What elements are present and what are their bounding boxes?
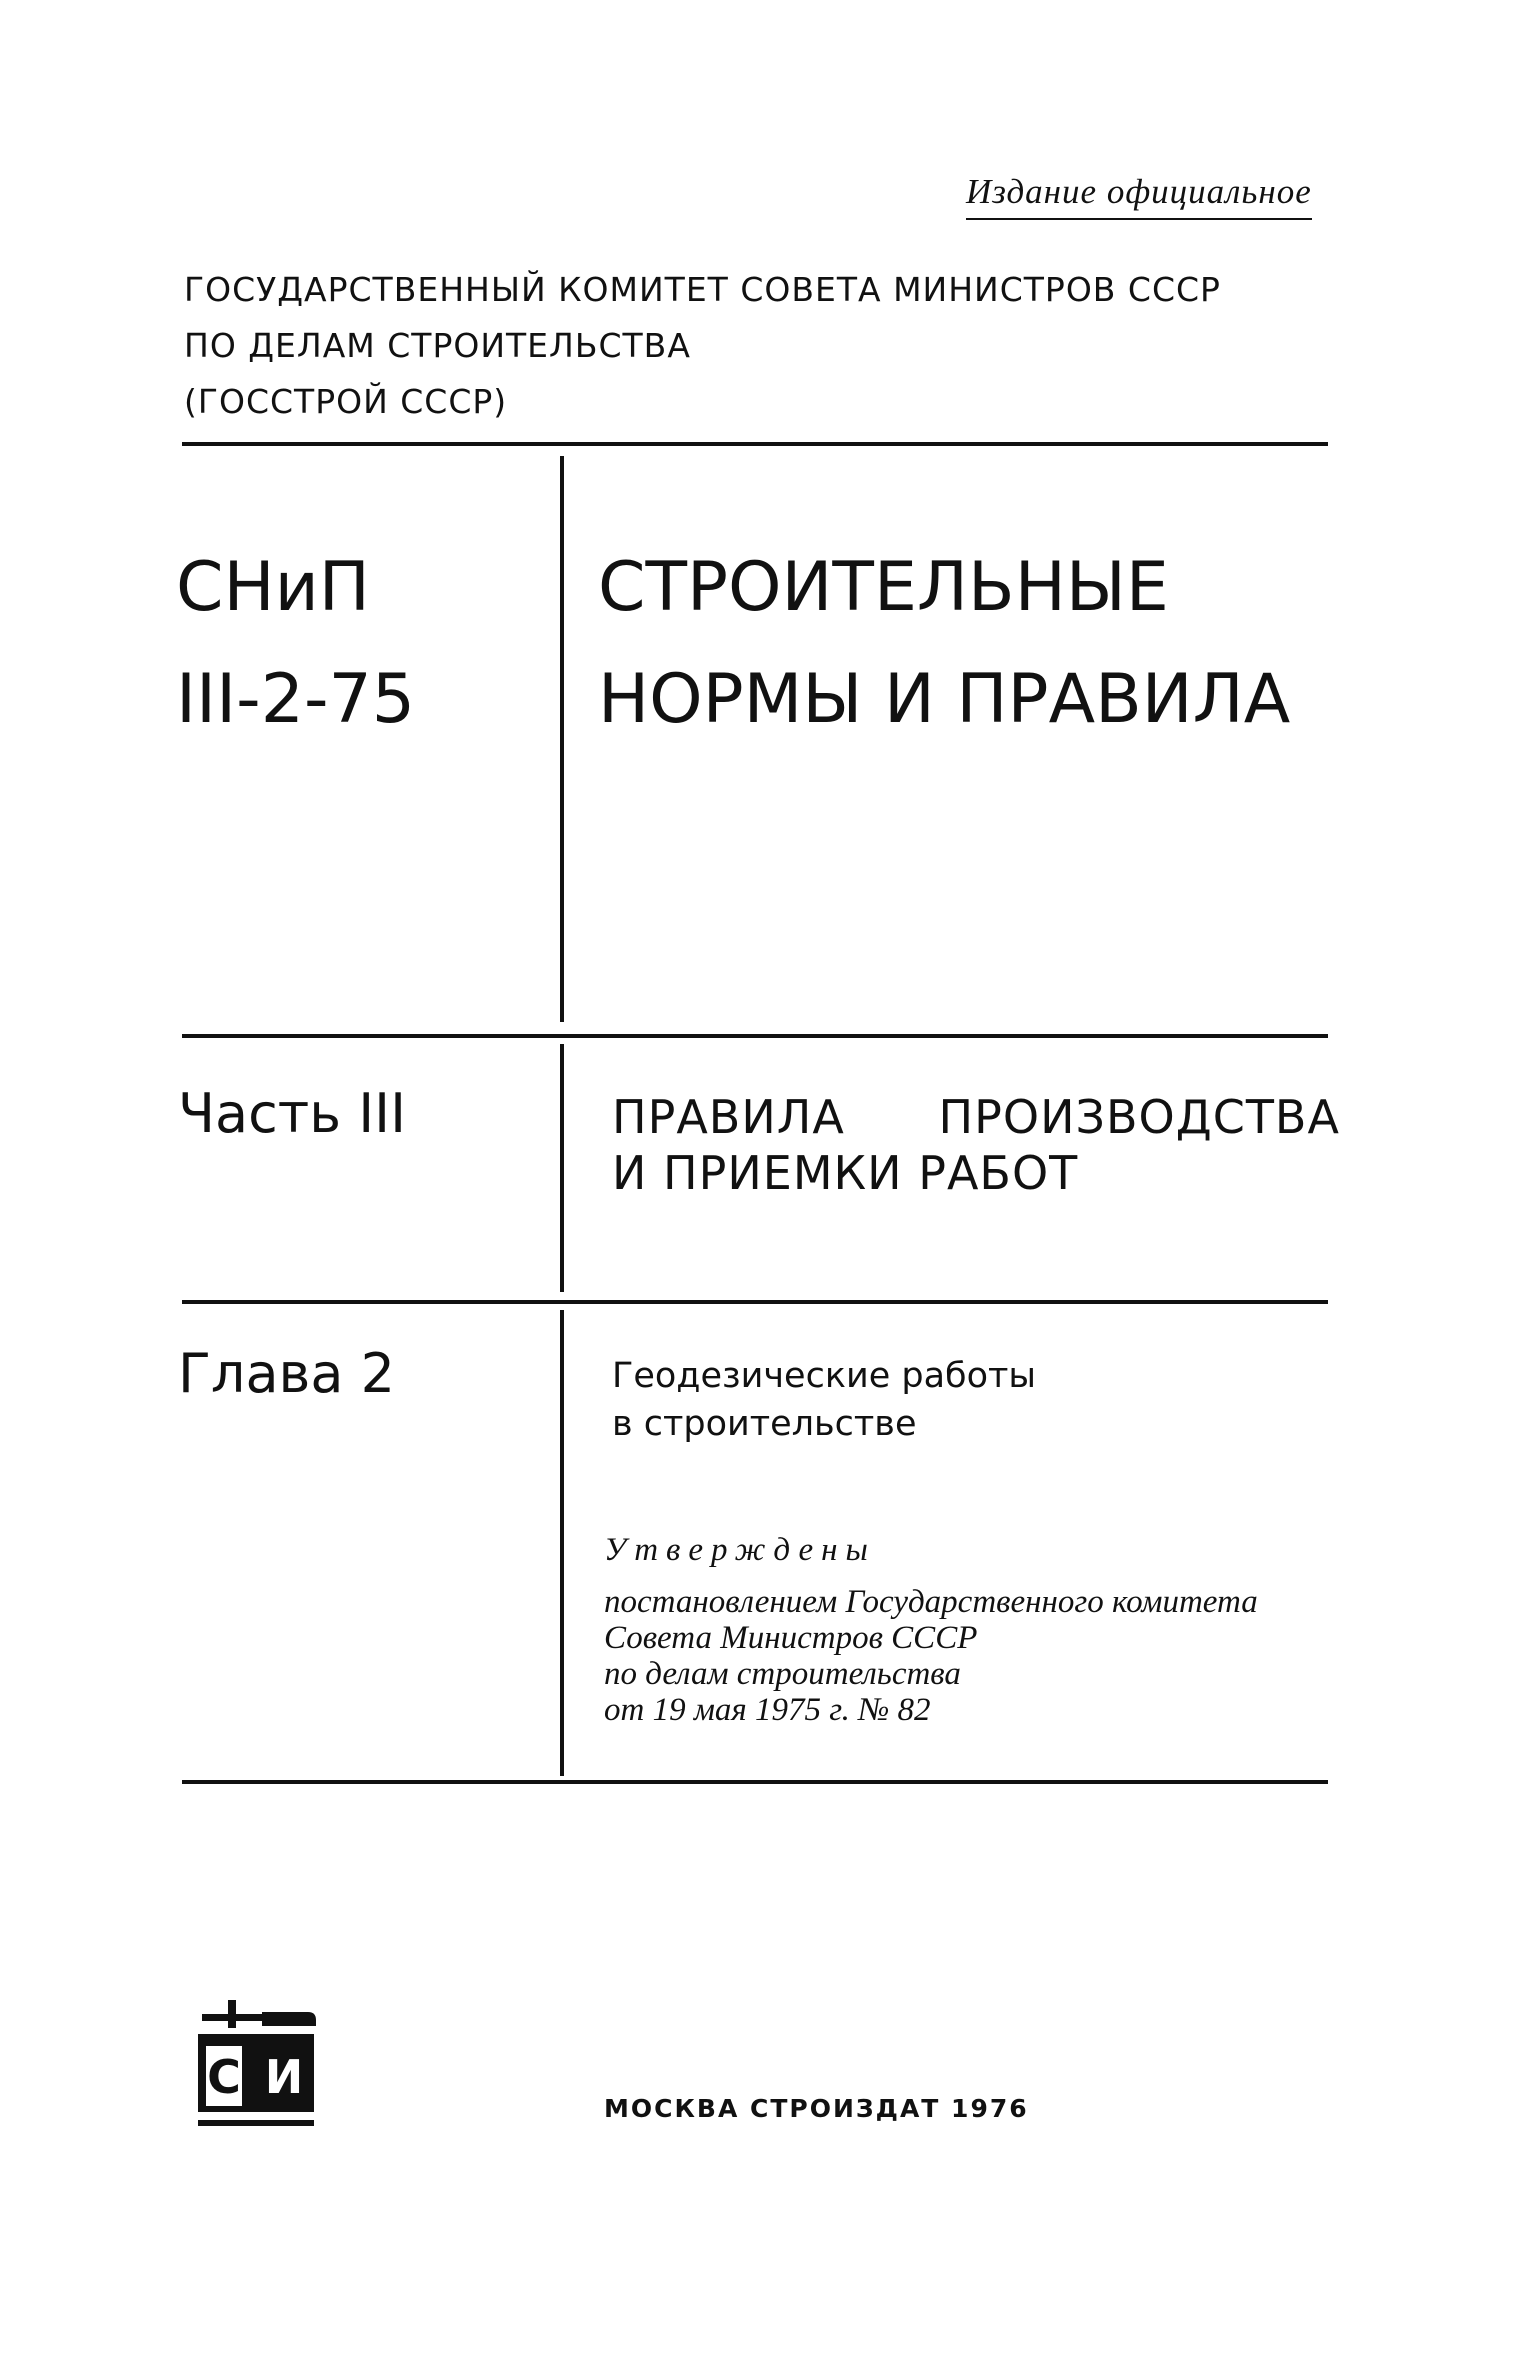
column-divider	[560, 456, 564, 1022]
logo-letter: И	[264, 2050, 304, 2104]
divider	[182, 1780, 1328, 1784]
approval-line: от 19 мая 1975 г. № 82	[604, 1692, 931, 1728]
stroyizdat-logo-icon	[190, 2000, 320, 2130]
document-title-line: СТРОИТЕЛЬНЫЕ	[598, 548, 1169, 627]
document-title-line: НОРМЫ И ПРАВИЛА	[598, 660, 1291, 739]
organization-line: ПО ДЕЛАМ СТРОИТЕЛЬСТВА	[184, 326, 691, 365]
divider	[182, 1300, 1328, 1304]
chapter-title-line: в строительстве	[612, 1404, 917, 1444]
organization-line: (ГОССТРОЙ СССР)	[184, 382, 508, 421]
chapter-label: Глава 2	[178, 1342, 395, 1405]
part-label: Часть III	[178, 1082, 407, 1145]
part-title-line: И ПРИЕМКИ РАБОТ	[612, 1146, 1079, 1200]
document-code: СНиП	[176, 548, 370, 627]
publisher-imprint: МОСКВА СТРОИЗДАТ 1976	[604, 2094, 1029, 2123]
chapter-title-line: Геодезические работы	[612, 1356, 1037, 1396]
approval-line: постановлением Государственного комитета	[604, 1584, 1258, 1620]
divider	[182, 442, 1328, 446]
logo-letter: С	[207, 2050, 241, 2104]
column-divider	[560, 1310, 564, 1776]
approval-heading: Утверждены	[604, 1532, 876, 1568]
organization-line: ГОСУДАРСТВЕННЫЙ КОМИТЕТ СОВЕТА МИНИСТРОВ СССР	[184, 270, 1221, 309]
part-title-line: ПРАВИЛА ПРОИЗВОДСТВА	[612, 1090, 1340, 1144]
divider	[182, 1034, 1328, 1038]
approval-line: по делам строительства	[604, 1656, 961, 1692]
edition-label: Издание официальное	[966, 172, 1312, 220]
document-number: III-2-75	[176, 660, 416, 739]
approval-line: Совета Министров СССР	[604, 1620, 978, 1656]
column-divider	[560, 1044, 564, 1292]
